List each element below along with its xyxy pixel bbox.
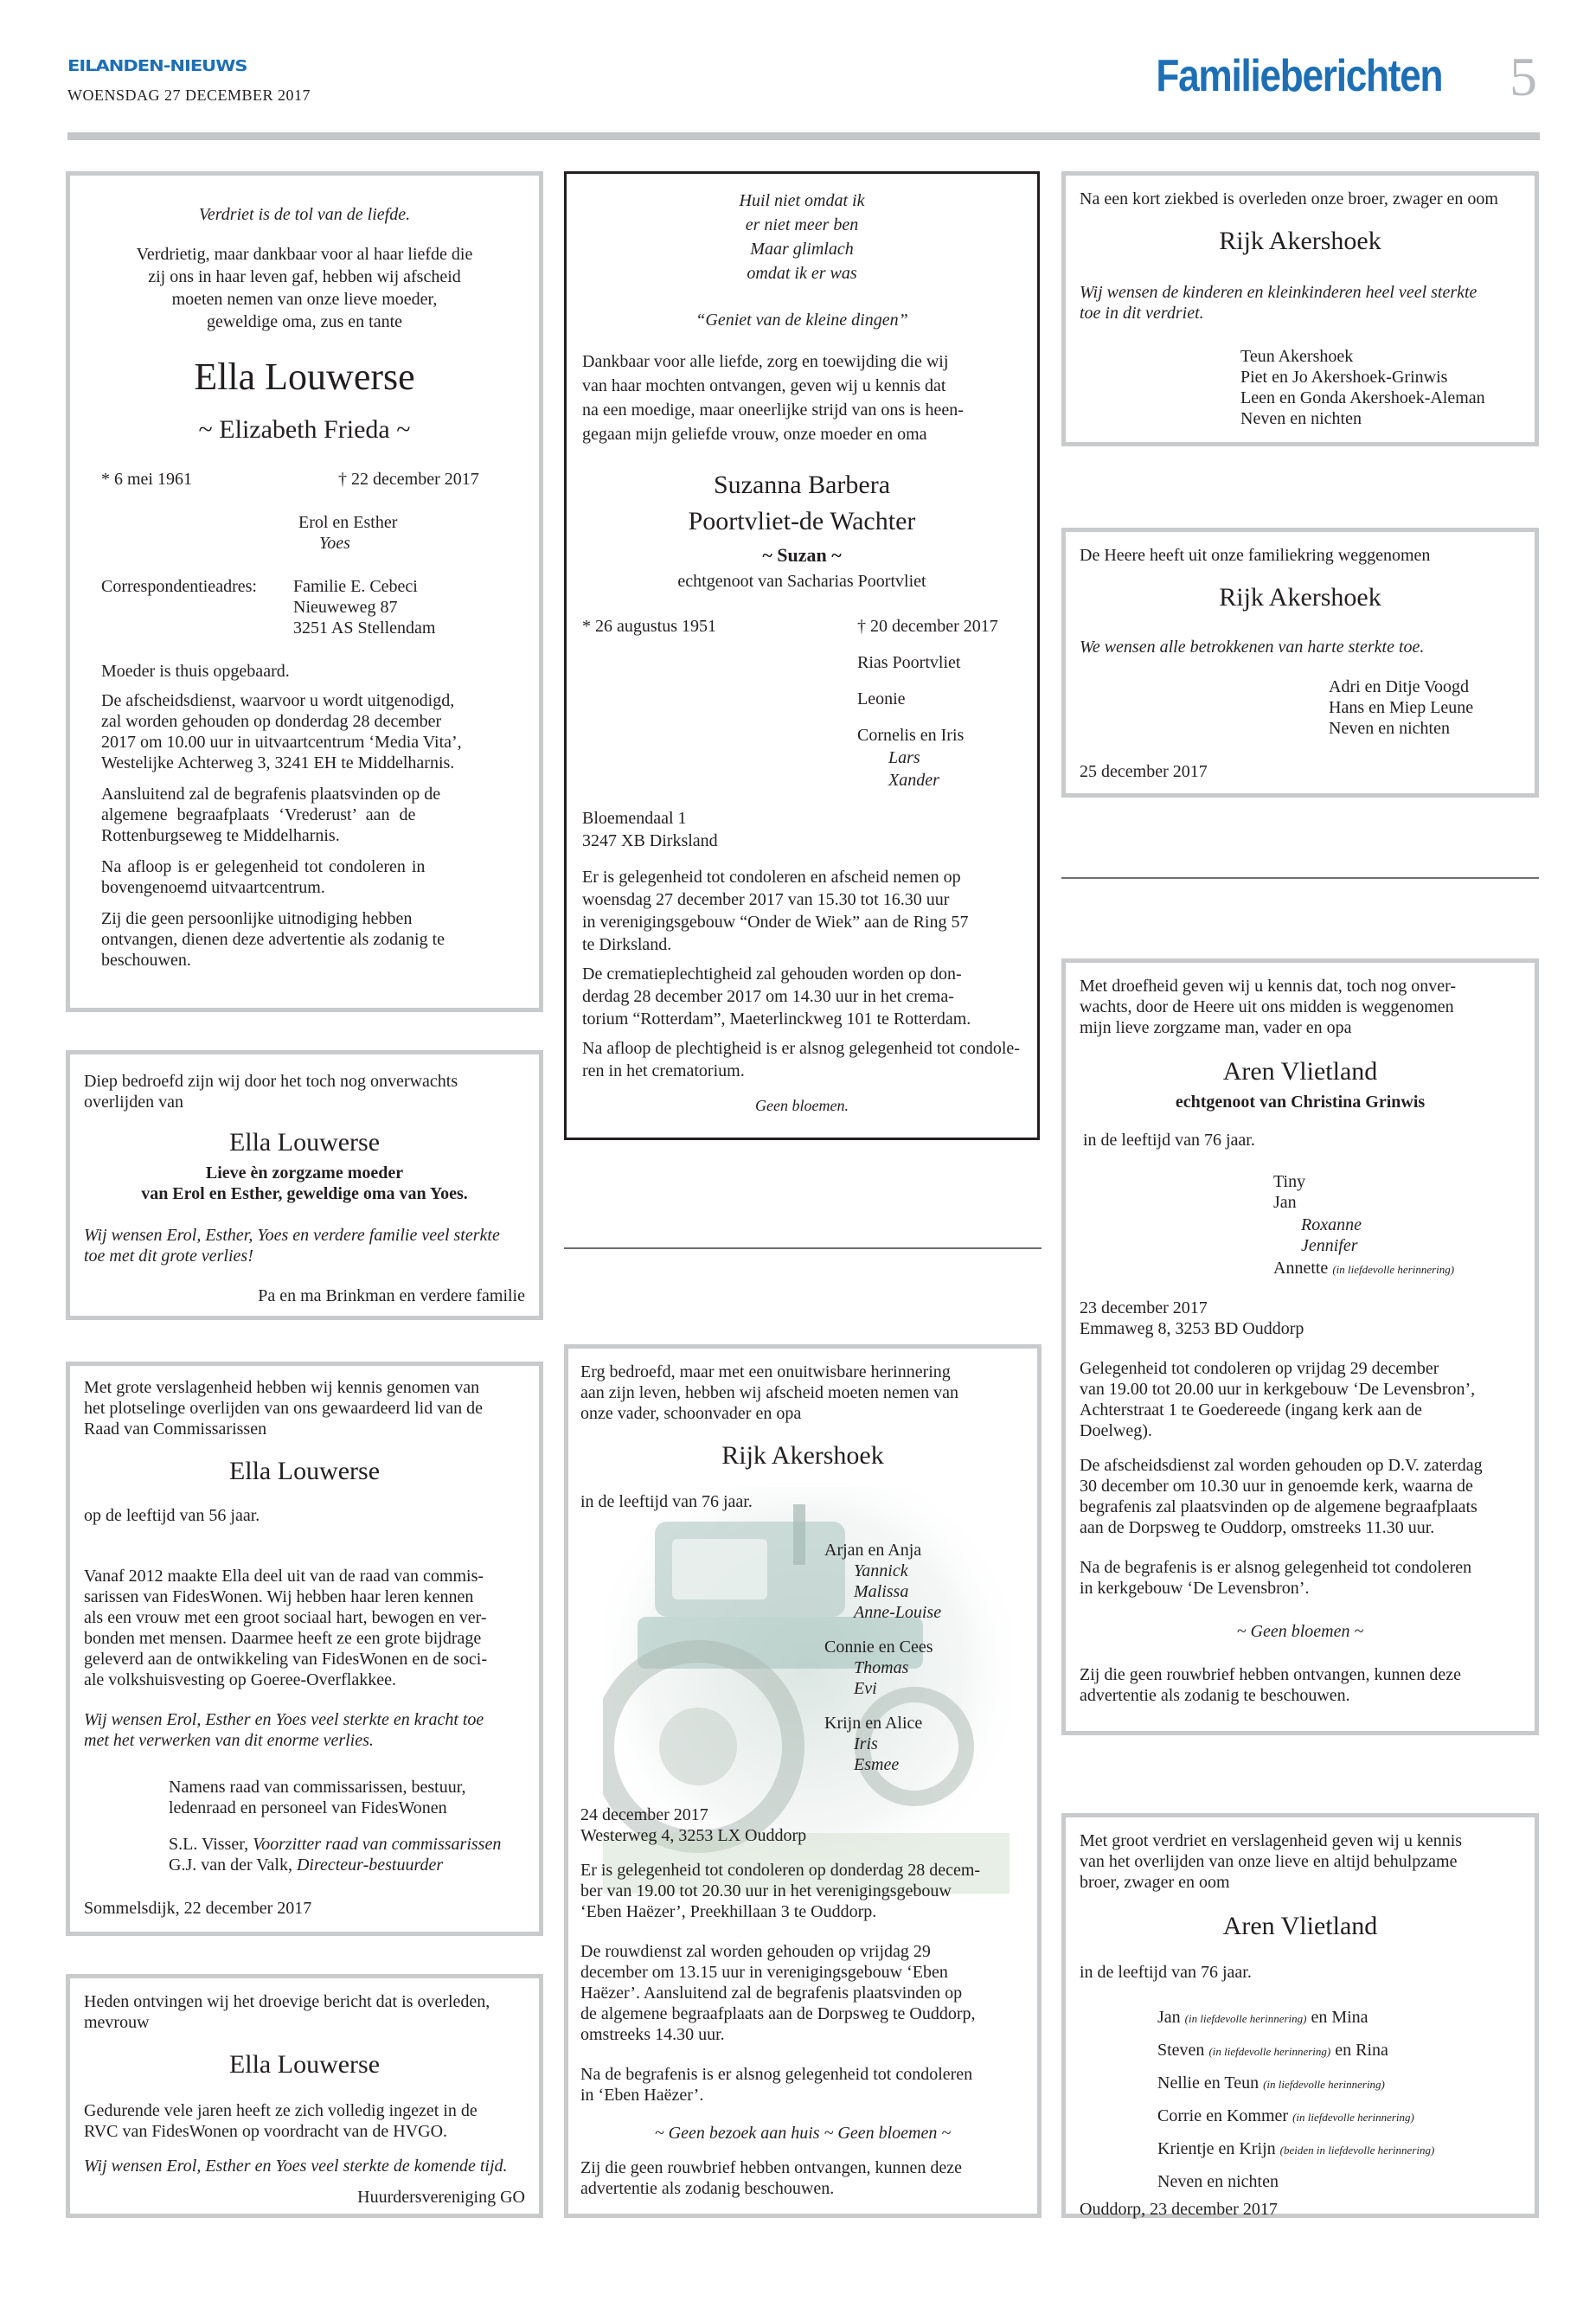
body-text: Zij die geen rouwbrief hebben ontvangen, kunnen deze <box>1080 1665 1461 1684</box>
body-text: woensdag 27 december 2017 van 15.30 tot 16.30 uur <box>582 890 950 909</box>
body-text: advertentie als zodanig beschouwen. <box>580 2179 835 2198</box>
signatory: G.J. van der Valk, Directeur-bestuurder <box>169 1856 444 1875</box>
obituary-aren-vlietland-siblings <box>1061 1813 1539 2218</box>
correspondence-line: 3251 AS Stellendam <box>293 619 436 638</box>
grandchild-name: Roxanne <box>1301 1215 1362 1234</box>
body-text: Doelweg). <box>1080 1421 1152 1440</box>
family-name: Neven en nichten <box>1240 409 1362 428</box>
intro-line: broer, zwager en oom <box>1080 1873 1230 1892</box>
body-text: Achterstraat 1 te Goedereede (ingang kerk aan de <box>1080 1400 1422 1420</box>
family-name: Steven (in liefdevolle herinnering) en Rina <box>1157 2041 1388 2060</box>
grandchild-name: Anne-Louise <box>854 1603 942 1622</box>
masthead-logo: EILANDEN-NIEUWS <box>67 57 247 75</box>
family-name: Tiny <box>1273 1172 1306 1191</box>
deceased-name: Rijk Akershoek <box>721 1441 884 1470</box>
notice-text: ontvangen, dienen deze advertentie als zodanig te <box>101 930 445 949</box>
date-line: 23 december 2017 <box>1080 1298 1208 1317</box>
body-text: in ‘Eben Haëzer’. <box>580 2086 704 2105</box>
body-text: De afscheidsdienst zal worden gehouden op D.V. zaterdag <box>1080 1456 1483 1475</box>
intro-line: Raad van Commissarissen <box>84 1420 267 1439</box>
grandchild-name: Evi <box>854 1679 877 1698</box>
header-rule <box>67 132 1540 140</box>
section-title: Familieberichten <box>1156 51 1442 101</box>
grandchild-name: Iris <box>854 1734 878 1753</box>
body-text: advertentie als zodanig te beschouwen. <box>1080 1686 1350 1705</box>
intro-line: Erg bedroefd, maar met een onuitwisbare herinnering <box>580 1362 951 1381</box>
intro-line: het plotselinge overlijden van ons gewaardeerd lid van de <box>84 1399 483 1418</box>
signature: Pa en ma Brinkman en verdere familie <box>258 1286 525 1305</box>
grandchild-name: Lars <box>888 748 920 767</box>
intro-line: moeten nemen van onze lieve moeder, <box>171 290 438 309</box>
family-name: Hans en Miep Leune <box>1329 698 1474 717</box>
organisation-line: Namens raad van commissarissen, bestuur, <box>169 1778 466 1797</box>
family-name: Annette (in liefdevolle herinnering) <box>1273 1259 1455 1278</box>
family-name: Leonie <box>857 689 906 708</box>
body-text: in verenigingsgebouw “Onder de Wiek” aan de Ring 57 <box>582 913 969 932</box>
body-text: sarissen van FidesWonen. Wij hebben haar leren kennen <box>84 1587 474 1606</box>
obituary-ella-louwerse-family <box>66 171 543 1012</box>
body-text: Na de begrafenis is er alsnog gelegenheid tot condoleren <box>1080 1558 1472 1577</box>
wish-text: We wensen alle betrokkenen van harte sterkte toe. <box>1080 638 1425 657</box>
deceased-name: Aren Vlietland <box>1222 1057 1378 1086</box>
body-text: RVC van FidesWonen op voordracht van de HVGO. <box>84 2122 448 2141</box>
family-name: Neven en nichten <box>1329 719 1450 738</box>
motto: Verdriet is de tol van de liefde. <box>198 205 411 224</box>
body-text: ale volkshuisvesting op Goeree-Overflakkee. <box>84 1670 396 1689</box>
notice-text: Na afloop is er gelegenheid tot condoleren in <box>101 857 426 876</box>
correspondence-line: Nieuweweg 87 <box>293 598 398 617</box>
family-name: Arjan en Anja <box>824 1541 922 1560</box>
family-name: Jan (in liefdevolle herinnering) en Mina <box>1157 2008 1368 2027</box>
grandchild-name: Jennifer <box>1301 1236 1358 1255</box>
intro-line: na een moedige, maar oneerlijke strijd van ons is heen- <box>582 401 964 420</box>
death-date: † 20 december 2017 <box>857 617 998 636</box>
obituary-ella-louwerse-hvgo <box>66 1974 543 2218</box>
intro-line: van het overlijden van onze lieve en altijd behulpzame <box>1080 1852 1458 1871</box>
family-name: Nellie en Teun (in liefdevolle herinnering) <box>1157 2073 1385 2093</box>
body-text: 30 december om 10.30 uur in genoemde kerk, waarna de <box>1080 1477 1473 1496</box>
body-text: Er is gelegenheid tot condoleren op donderdag 28 decem- <box>580 1861 981 1880</box>
body-text: als een vrouw met een groot sociaal hart, bewogen en ver- <box>84 1608 487 1627</box>
family-name: Jan <box>1273 1193 1297 1212</box>
body-text: Na afloop de plechtigheid is er alsnog gelegenheid tot condole- <box>582 1039 1020 1058</box>
obituary-aren-vlietland-wife <box>1061 958 1539 1735</box>
subtitle: Lieve èn zorgzame moeder <box>205 1163 404 1183</box>
body-text: De crematieplechtigheid zal gehouden worden op don- <box>582 965 962 984</box>
family-name: Krientje en Krijn (beiden in liefdevolle herinnering) <box>1157 2139 1435 2158</box>
grandchild-name: Malissa <box>854 1582 909 1601</box>
obituary-rijk-akershoek-family <box>1061 528 1539 798</box>
grandchild-name: Esmee <box>854 1755 900 1774</box>
family-name: Cornelis en Iris <box>857 726 965 745</box>
spouse-line: echtgenoot van Sacharias Poortvliet <box>677 572 926 591</box>
quote: “Geniet van de kleine dingen” <box>695 311 908 330</box>
birth-date: * 6 mei 1961 <box>101 470 192 489</box>
wish-text: toe met dit grote verlies! <box>84 1247 253 1266</box>
intro-line: gegaan mijn geliefde vrouw, onze moeder en oma <box>582 425 927 444</box>
page-number: 5 <box>1509 46 1537 107</box>
body-text: begrafenis zal plaatsvinden op de algemene begraafplaats <box>1080 1497 1477 1516</box>
notice-text: Aansluitend zal de begrafenis plaatsvinden op de <box>101 785 441 804</box>
column-divider <box>564 1247 1042 1249</box>
intro-line: Dankbaar voor alle liefde, zorg en toewijding die wij <box>582 352 949 371</box>
body-text: Vanaf 2012 maakte Ella deel uit van de raad van commis- <box>84 1567 484 1586</box>
intro-line: zij ons in haar leven gaf, hebben wij afscheid <box>148 267 461 286</box>
body-text: Gedurende vele jaren heeft ze zich volledig ingezet in de <box>84 2101 478 2120</box>
notice-text: beschouwen. <box>101 951 191 970</box>
notice-text: algemene begraafplaats ‘Vrederust’ aan de <box>101 805 416 824</box>
obituary-ella-louwerse-fideswonen <box>66 1362 543 1936</box>
obituary-ella-louwerse-brinkman <box>66 1050 543 1320</box>
family-name: Connie en Cees <box>824 1638 933 1657</box>
address-line: Westerweg 4, 3253 LX Ouddorp <box>580 1826 807 1845</box>
date-line: 25 december 2017 <box>1080 762 1208 781</box>
body-text: bonden met mensen. Daarmee heeft ze een grote bijdrage <box>84 1629 482 1648</box>
body-text: de algemene begraafplaats aan de Dorpsweg te Ouddorp, <box>580 2004 976 2023</box>
place-date: Sommelsdijk, 22 december 2017 <box>84 1899 312 1918</box>
intro-line: Met grote verslagenheid hebben wij kennis genomen van <box>84 1378 480 1397</box>
place-date: Ouddorp, 23 december 2017 <box>1080 2200 1278 2219</box>
body-text: december om 13.15 uur in verenigingsgebouw ‘Eben <box>580 1963 948 1982</box>
intro-line: Heden ontvingen wij het droevige bericht dat is overleden, <box>84 1992 490 2011</box>
body-text: ber van 19.00 tot 20.30 uur in het verenigingsgebouw <box>580 1881 952 1900</box>
body-text: in kerkgebouw ‘De Levensbron’. <box>1080 1579 1310 1598</box>
date-line: 24 december 2017 <box>580 1805 708 1824</box>
family-name: Leen en Gonda Akershoek-Aleman <box>1240 388 1485 407</box>
organisation-line: ledenraad en personeel van FidesWonen <box>169 1798 447 1817</box>
wish-text: met het verwerken van dit enorme verlies. <box>84 1731 374 1750</box>
wish-text: Wij wensen Erol, Esther en Yoes veel sterkte en kracht toe <box>84 1710 484 1729</box>
grandchild-name: Xander <box>888 771 939 790</box>
correspondence-line: Familie E. Cebeci <box>293 577 418 596</box>
intro-line: geweldige oma, zus en tante <box>206 312 403 331</box>
deceased-name: Ella Louwerse <box>228 1128 381 1157</box>
body-text: Zij die geen rouwbrief hebben ontvangen, kunnen deze <box>580 2158 962 2177</box>
poem-line: Maar glimlach <box>750 240 854 259</box>
intro-line: Met groot verdriet en verslagenheid geven wij u kennis <box>1080 1831 1463 1850</box>
body-text: geleverd aan de ontwikkeling van FidesWonen en de soci- <box>84 1650 488 1669</box>
family-name: Erol en Esther <box>298 513 398 532</box>
family-name: Yoes <box>319 534 350 553</box>
intro-line: overlijden van <box>84 1093 183 1112</box>
intro-line: Diep bedroefd zijn wij door het toch nog onverwachts <box>84 1072 458 1091</box>
birth-date: * 26 augustus 1951 <box>582 617 716 636</box>
deceased-name: Poortvliet-de Wachter <box>688 507 916 535</box>
subtitle: van Erol en Esther, geweldige oma van Yoes. <box>141 1184 468 1203</box>
flowers-note: ~ Geen bloemen ~ <box>1236 1622 1364 1641</box>
obituary-suzanna-poortvliet <box>564 171 1040 1140</box>
flowers-note: Geen bloemen. <box>755 1097 849 1114</box>
death-date: † 22 december 2017 <box>338 470 479 489</box>
signatory: S.L. Visser, Voorzitter raad van commissarissen <box>169 1835 502 1854</box>
body-text: ren in het crematorium. <box>582 1061 745 1080</box>
body-text: van 19.00 tot 20.00 uur in kerkgebouw ‘De Levensbron’, <box>1080 1380 1476 1399</box>
intro-line: wachts, door de Heere uit ons midden is weggenomen <box>1080 997 1454 1016</box>
intro-line: Na een kort ziekbed is overleden onze broer, zwager en oom <box>1080 189 1498 208</box>
family-name: Adri en Ditje Voogd <box>1329 677 1470 696</box>
age-line: op de leeftijd van 56 jaar. <box>84 1506 260 1525</box>
intro-line: De Heere heeft uit onze familiekring weggenomen <box>1080 546 1431 565</box>
poem-line: Huil niet omdat ik <box>739 191 865 210</box>
poem-line: er niet meer ben <box>745 215 859 234</box>
family-name: Teun Akershoek <box>1240 347 1354 366</box>
issue-date: WOENSDAG 27 DECEMBER 2017 <box>67 87 311 104</box>
obituary-rijk-akershoek-children <box>564 1344 1042 2218</box>
age-line: in de leeftijd van 76 jaar. <box>1080 1963 1252 1982</box>
intro-line: mijn lieve zorgzame man, vader en opa <box>1080 1018 1352 1037</box>
signature: Huurdersvereniging GO <box>357 2188 525 2207</box>
notice-text: Moeder is thuis opgebaard. <box>101 662 290 681</box>
address-line: Bloemendaal 1 <box>582 809 687 828</box>
poem-line: omdat ik er was <box>747 264 857 283</box>
intro-line: Met droefheid geven wij u kennis dat, toch nog onver- <box>1080 977 1457 996</box>
notice-text: zal worden gehouden op donderdag 28 december <box>101 712 442 731</box>
body-text: ‘Eben Haëzer’, Preekhillaan 3 te Ouddorp. <box>580 1902 877 1921</box>
notice-text: De afscheidsdienst, waarvoor u wordt uitgenodigd, <box>101 691 455 710</box>
body-text: Er is gelegenheid tot condoleren en afscheid nemen op <box>582 868 961 887</box>
nickname: ~ Suzan ~ <box>762 544 842 566</box>
age-line: in de leeftijd van 76 jaar. <box>1083 1131 1255 1150</box>
intro-line: mevrouw <box>84 2013 150 2032</box>
address-line: 3247 XB Dirksland <box>582 831 718 850</box>
visit-note: ~ Geen bezoek aan huis ~ Geen bloemen ~ <box>654 2124 952 2143</box>
family-name: Rias Poortvliet <box>857 653 961 672</box>
grandchild-name: Thomas <box>854 1658 909 1677</box>
wish-text: toe in dit verdriet. <box>1080 304 1204 323</box>
notice-text: Westelijke Achterweg 3, 3241 EH te Middelharnis. <box>101 753 455 772</box>
deceased-name: Ella Louwerse <box>228 2050 381 2079</box>
intro-line: Verdrietig, maar dankbaar voor al haar liefde die <box>136 245 473 264</box>
notice-text: Rottenburgseweg te Middelharnis. <box>101 826 340 845</box>
intro-line: aan zijn leven, hebben wij afscheid moeten nemen van <box>580 1383 959 1402</box>
deceased-name: Aren Vlietland <box>1222 1912 1378 1940</box>
family-name: Neven en nichten <box>1157 2172 1279 2191</box>
deceased-name: Ella Louwerse <box>228 1457 381 1485</box>
intro-line: van haar mochten ontvangen, geven wij u kennis dat <box>582 376 946 395</box>
body-text: omstreeks 14.30 uur. <box>580 2025 725 2044</box>
deceased-name: Rijk Akershoek <box>1219 583 1381 612</box>
correspondence-label: Correspondentieadres: <box>101 577 257 596</box>
body-text: Na de begrafenis is er alsnog gelegenheid tot condoleren <box>580 2065 973 2084</box>
body-text: te Dirksland. <box>582 935 672 954</box>
body-text: aan de Dorpsweg te Ouddorp, omstreeks 11.30 uur. <box>1080 1518 1435 1537</box>
body-text: torium “Rotterdam”, Maeterlinckweg 101 te Rotterdam. <box>582 1009 971 1029</box>
family-name: Piet en Jo Akershoek-Grinwis <box>1240 368 1448 387</box>
spouse-line: echtgenoot van Christina Grinwis <box>1175 1093 1426 1112</box>
wish-text: Wij wensen Erol, Esther, Yoes en verdere familie veel sterkte <box>84 1226 500 1245</box>
notice-text: Zij die geen persoonlijke uitnodiging hebben <box>101 909 413 928</box>
age-line: in de leeftijd van 76 jaar. <box>580 1492 753 1511</box>
family-name: Krijn en Alice <box>824 1714 923 1733</box>
deceased-full-name: ~ Elizabeth Frieda ~ <box>198 415 411 444</box>
notice-text: 2017 om 10.00 uur in uitvaartcentrum ‘Media Vita’, <box>101 733 462 752</box>
wish-text: Wij wensen Erol, Esther en Yoes veel sterkte de komende tijd. <box>84 2157 508 2176</box>
notice-text: bovengenoemd uitvaartcentrum. <box>101 878 325 897</box>
family-name: Corrie en Kommer (in liefdevolle herinnering) <box>1157 2106 1414 2125</box>
address-line: Emmaweg 8, 3253 BD Ouddorp <box>1080 1319 1304 1338</box>
deceased-name: Rijk Akershoek <box>1219 227 1381 255</box>
body-text: derdag 28 december 2017 om 14.30 uur in het crema- <box>582 987 954 1006</box>
grandchild-name: Yannick <box>854 1561 908 1580</box>
deceased-name: Suzanna Barbera <box>713 471 891 499</box>
body-text: Gelegenheid tot condoleren op vrijdag 29 december <box>1080 1359 1439 1378</box>
wish-text: Wij wensen de kinderen en kleinkinderen heel veel sterkte <box>1080 283 1477 302</box>
obituary-rijk-akershoek-siblings <box>1061 171 1539 446</box>
body-text: Haëzer’. Aansluitend zal de begrafenis plaatsvinden op <box>580 1984 963 2003</box>
deceased-name: Ella Louwerse <box>194 356 415 398</box>
intro-line: onze vader, schoonvader en opa <box>580 1404 802 1423</box>
body-text: De rouwdienst zal worden gehouden op vrijdag 29 <box>580 1942 931 1961</box>
column-divider <box>1061 877 1539 879</box>
